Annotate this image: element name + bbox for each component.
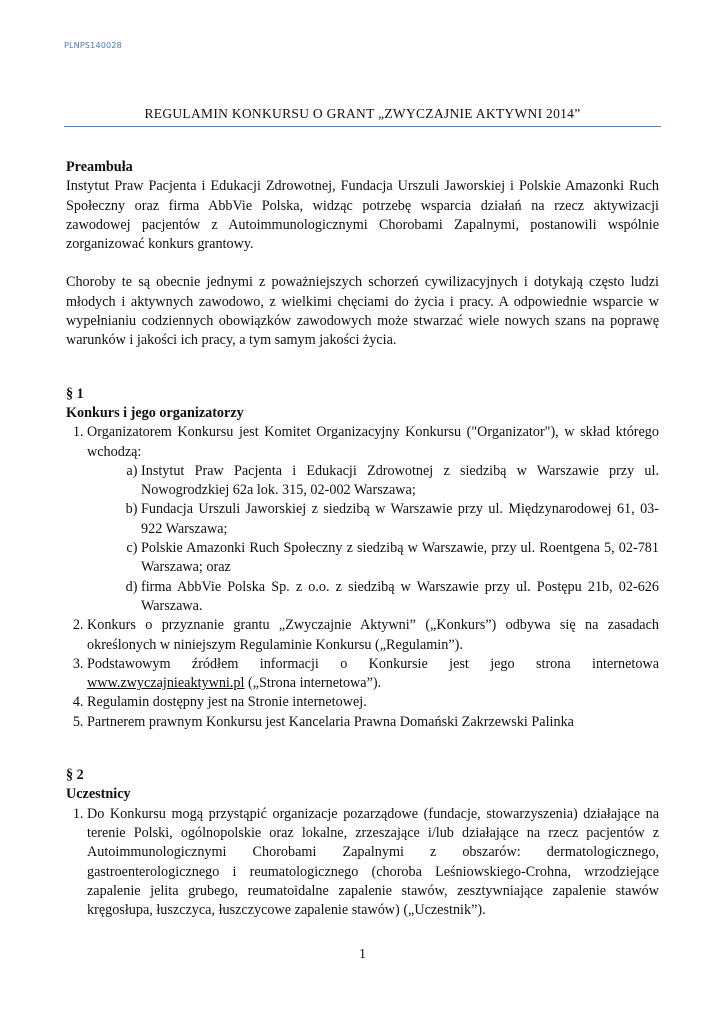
- document-title: REGULAMIN KONKURSU O GRANT „ZWYCZAJNIE AKTYWNI 2014”: [144, 106, 581, 121]
- section-1-number: § 1: [66, 385, 84, 402]
- section-1-item-3: Podstawowym źródłem informacji o Konkursie jest jego strona internetowa: [87, 655, 659, 672]
- section-2: [66, 766, 659, 920]
- section-1-item-1: Organizatorem Konkursu jest Komitet Organizacyjny Konkursu ("Organizator"), w skład którego wchodzą:: [87, 424, 659, 460]
- section-1-item-4: 4. Regulamin dostępny jest na Stronie internetowej.: [87, 693, 659, 712]
- organizer-item-a: a. Instytut Praw Pacjenta i Edukacji Zdrowotnej z siedzibą w Warszawie przy ul. Nowogrodzkiej 62a lok. 315, 02-002 Warszawa;: [141, 462, 659, 501]
- organizer-item-b: b. Fundacja Urszuli Jaworskiej z siedzibą w Warszawie przy ul. Międzynarodowej 61, 03-922 Warszawa;: [141, 500, 659, 539]
- title-divider: [64, 126, 661, 127]
- section-1-item-5: 5. Partnerem prawnym Konkursu jest Kancelaria Prawna Domański Zakrzewski Palinka: [87, 713, 659, 732]
- organizer-item-d: d. firma AbbVie Polska Sp. z o.o. z siedzibą w Warszawie przy ul. Postępu 21b, 02-626 Warszawa.: [141, 578, 659, 617]
- section-1-list: [66, 423, 659, 732]
- list-item: [87, 655, 659, 694]
- section-1: [66, 385, 659, 732]
- section-2-heading: Uczestnicy: [66, 786, 131, 803]
- organizer-list: [87, 462, 659, 616]
- document-code: PLNPS140028: [64, 41, 122, 50]
- website-link[interactable]: www.zwyczajnieaktywni.pl: [87, 675, 245, 692]
- page-number: 1: [359, 947, 366, 962]
- preamble-heading: Preambuła: [66, 159, 133, 175]
- section-2-list: [66, 805, 659, 921]
- document-body: [66, 158, 659, 920]
- organizer-item-c: c. Polskie Amazonki Ruch Społeczny z siedzibą w Warszawie, przy ul. Roentgena 5, 02-781 Warszawa; oraz: [141, 539, 659, 578]
- list-item: [87, 423, 659, 616]
- section-1-heading: Konkurs i jego organizatorzy: [66, 404, 244, 421]
- preamble-paragraph-1: Instytut Praw Pacjenta i Edukacji Zdrowotnej, Fundacja Urszuli Jaworskiej i Polskie Amazonki Ruch Społeczny oraz firma AbbVie Polska, widząc potrzebę wsparcia działań na rzecz aktywizacji zawodowej pacjentów z Autoimmunologicznymi Chorobami Zapalnymi, postanowili wspólnie zorganizować konkurs grantowy.: [66, 178, 659, 253]
- section-2-item-1: 1. Do Konkursu mogą przystąpić organizacje pozarządowe (fundacje, stowarzyszenia) działające na terenie Polski, ogólnopolskie oraz lokalne, zrzeszające i/lub działające na rzecz pacjentów z Autoimmunologicznymi Chorobami Zapalnymi z obszarów: dermatologicznego, gastroenterologicznego i reumatologicznego (choroba Leśniowskiego-Crohna, wrzodziejące zapalenie jelita grubego, reumatoidalne zapalenie stawów, zesztywniające zapalenie stawów kręgosłupa, łuszczyca, łuszczycowe zapalenie stawów) („Uczestnik”).: [87, 805, 659, 921]
- section-1-item-2: 2. Konkurs o przyznanie grantu „Zwyczajnie Aktywni” („Konkurs”) odbywa się na zasadach określonych w niniejszym Regulaminie Konkursu („Regulamin”).: [87, 616, 659, 655]
- preamble-paragraph-2: Choroby te są obecnie jednymi z poważniejszych schorzeń cywilizacyjnych i dotykają często ludzi młodych i aktywnych zawodowo, z wielkimi chęciami do życia i pracy. A odpowiednie wsparcie w wypełnianiu codziennych obowiązków zawodowych może stwarzać wiele nowych szans na poprawę warunków i jakości ich pracy, a tym samym jakości życia.: [66, 274, 659, 349]
- section-2-number: § 2: [66, 767, 84, 784]
- website-link-suffix: („Strona internetowa”).: [244, 675, 382, 692]
